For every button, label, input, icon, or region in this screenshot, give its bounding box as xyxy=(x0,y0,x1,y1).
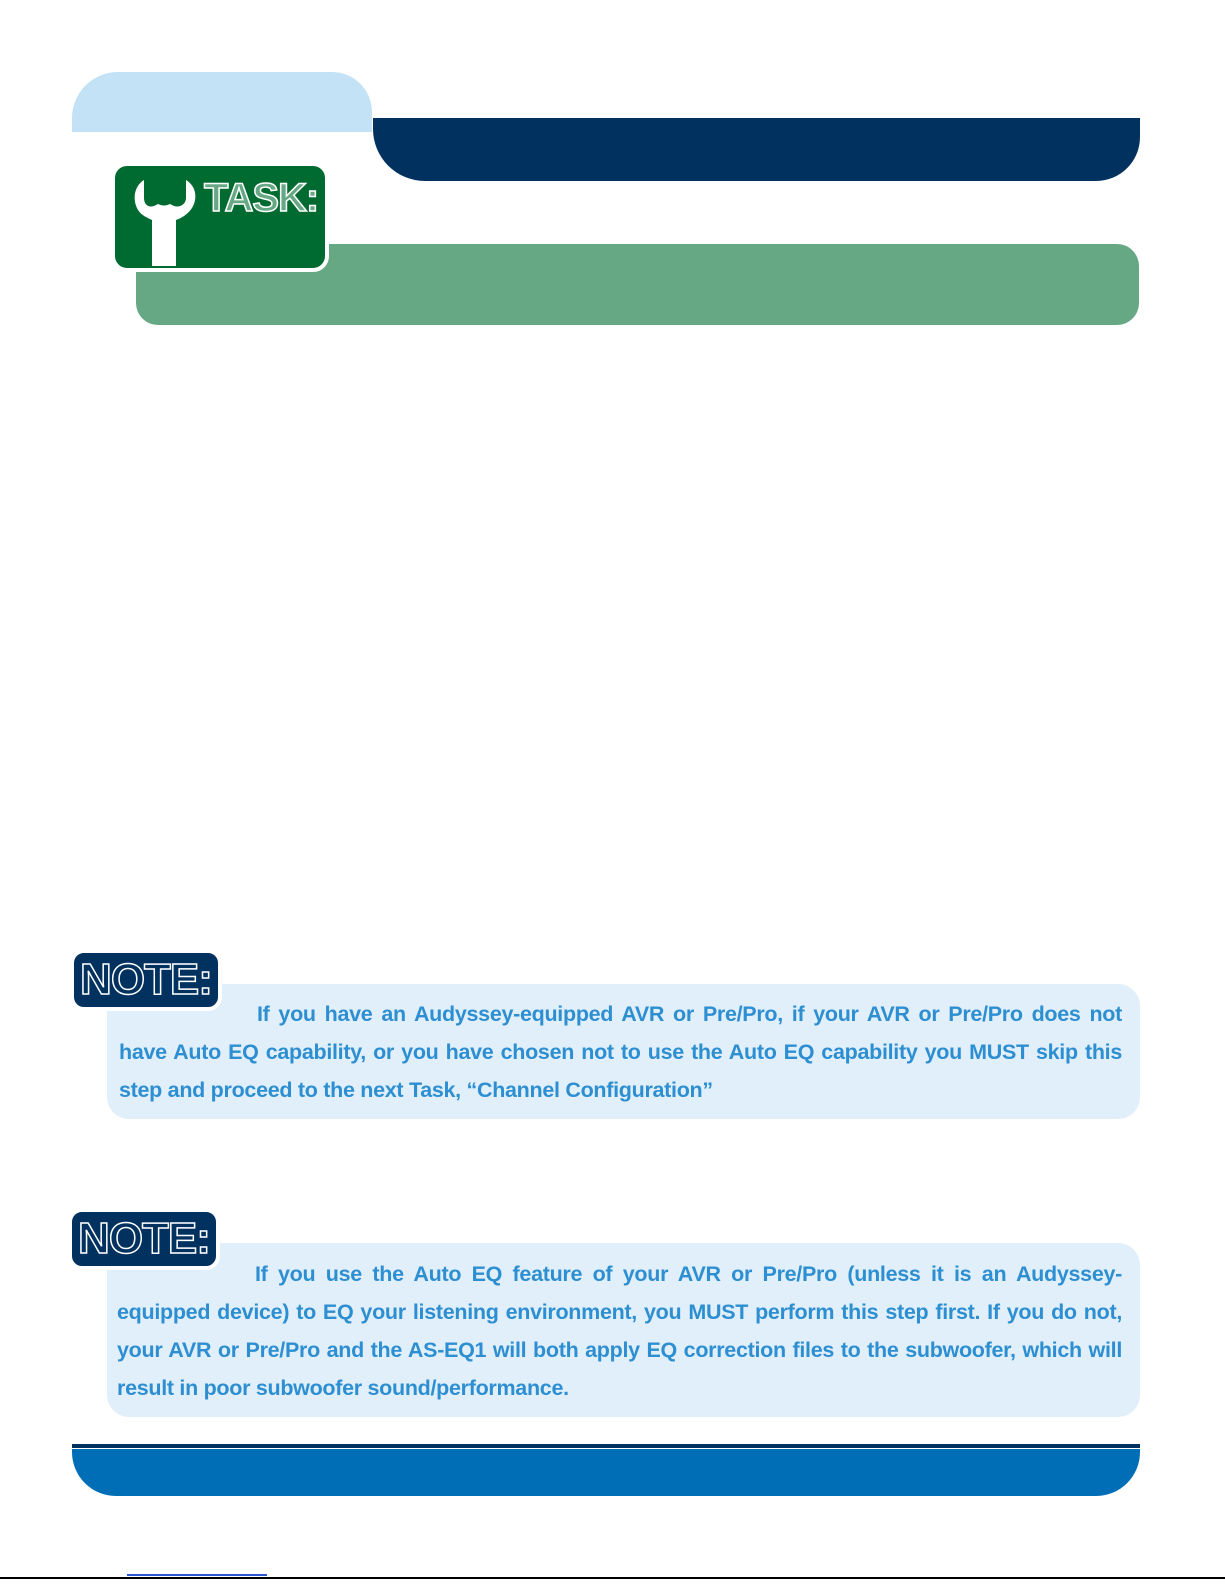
task-label: TASK: xyxy=(204,176,319,220)
note-text-content: If you use the Auto EQ feature of your AVR or Pre/Pro (unless it is an Audyssey-equipped device) to EQ your listening environment, you MUST perform this step first. If you do not, your AVR or Pre/Pro and the AS-EQ1 will both apply EQ correction files to the subwoofer, which will result in poor subwoofer sound/performance. xyxy=(117,1262,1122,1400)
footer-rule xyxy=(72,1444,1140,1448)
header-tab xyxy=(72,72,372,132)
page-bottom-rule xyxy=(0,1577,1225,1579)
footer-bar xyxy=(72,1449,1140,1496)
bottom-link-underline xyxy=(127,1574,267,1576)
wrench-icon xyxy=(130,178,200,268)
note-text xyxy=(119,995,1122,1109)
header-bar xyxy=(373,118,1140,181)
note-text-content: If you have an Audyssey-equipped AVR or Pre/Pro, if your AVR or Pre/Pro does not have Auto EQ capability, or you have chosen not to use the Auto EQ capability you MUST skip this step and proceed to the next Task, “Channel Configuration” xyxy=(119,1002,1122,1102)
note-text xyxy=(117,1255,1122,1407)
note-label: NOTE: xyxy=(78,1214,210,1263)
note-label: NOTE: xyxy=(80,955,212,1004)
